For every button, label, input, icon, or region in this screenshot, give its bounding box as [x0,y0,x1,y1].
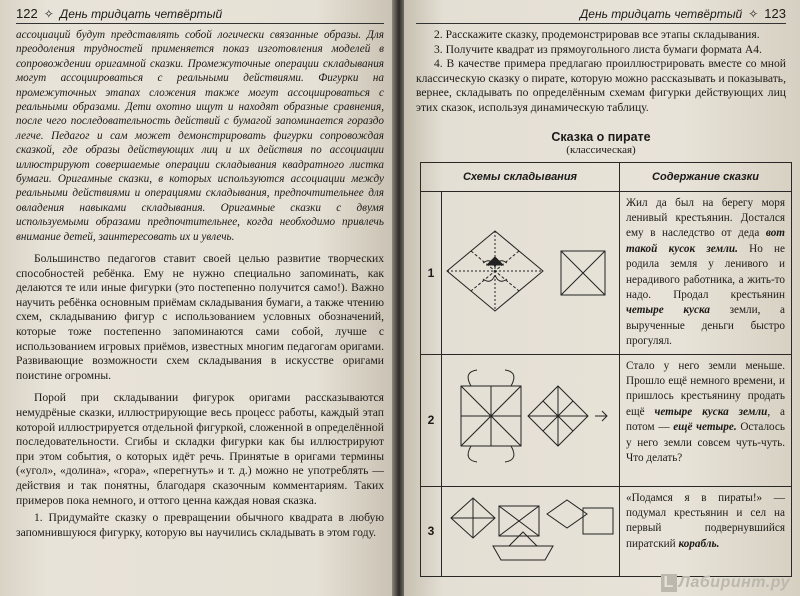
italic-paragraph: ассоциаций будут представлять собой логически связанные образы. Для преодоления трудностей применяется показ изготовления моделей в сопровождении оригамной сказки. Промежуточные операции складывания могут ассоциироваться с реальными действиями. Фигурки на промежуточных этапах сложения также могут ассоциироваться с реальными образами. Дети охотно ищут и находят образные сравнения, после чего последовательность действий с бумагой запоминается гораздо легче. Педагог и сам может демонстрировать фигурки сопровождая сказкой, где образы действующих лиц и их действия по ассоциации иллюстрируют совершаемые операции складывания квадратного листка бумаги. Оригамные сказки, в которых используются ассоциации между реальными действиями и операциями складывания, предпочтительнее для овладения навыками складывания. Оригамные сказки с двумя используемыми образами предпочтительнее, когда необходимо привлечь внимание детей, заинтересовать их и увлечь. [16,29,384,243]
story-2-part-4: Осталось у него земли совсем чуть-чуть. Что делать? [626,421,785,465]
right-page-header [416,6,786,24]
right-page-number: 123 [764,6,786,21]
paragraph-creative-abilities: Большинство педагогов ставит своей целью развитие творческих способностей ребёнка. Ему не нужно специально запоминать, как делаются те или иные фигурки (это постепенно получится само!). Важно научить ребёнка основным приёмам складывания бумаги, а также чтению схем, складыванию фигур с использованием условных обозначений, которые тоже постепенно запоминаются сами собой, лучше с использованием игровых приёмов, известных многим педагогам оригами. Развивающие возможности схем складывания в искусстве оригами поистине огромны. [16,252,384,382]
exercise-item-4: 4. В качестве примера предлагаю проиллюстрировать вместе со мной классическую сказку о пирате, которую можно рассказывать и показывать, вернее, складывать по определённым схемам фигурки действующих лиц этих сказок, используя динамическую таблицу. [416,57,786,114]
left-page-header [16,6,384,24]
story-cell-2 [620,354,792,486]
column-header-schemes: Схемы складывания [421,162,620,191]
story-cell-1 [620,191,792,354]
story-2-part-3: ещё четыре. [673,421,737,434]
tale-title: Сказка о пирате [551,129,651,144]
row-number: 3 [421,486,442,576]
story-1-part-1: вот такой кусок земли. [626,227,785,255]
diamond-ornament-icon: ✧ [43,6,54,21]
folding-scheme-2 [442,354,620,486]
story-2-part-2: , а потом — [626,405,786,434]
story-2-part-1: четыре куска земли [654,405,768,418]
folding-scheme-1 [442,191,620,354]
right-page [404,0,800,596]
paragraph-origami-tales: Порой при складывании фигурок оригами рассказываются немудрёные сказки, иллюстрирующие весь процесс работы, каждый этап которой иллюстрируется отдельной фигуркой, сложенной в определённой последовательности. Сгибы и складки фигурки как бы иллюстрируют при этом события, о которых идёт речь. Принятые в оригами термины («угол», «долина», «гора», «перегнуть» и т. д.) можно не употреблять — действия и так понятны, благодаря сказочным комментариям. Таких примеров пока немного, и оттого ценна каждая новая сказка. [16,391,384,507]
table-row [421,486,792,576]
story-1-part-2: Но не родила земля у ленивого и нерадивого работника, а жить-то надо. Продал крестьянин [626,242,785,301]
story-1-part-3: четыре куска [626,304,710,317]
diamond-ornament-icon: ✧ [748,6,759,21]
story-3-part-1: корабль. [678,537,720,550]
folding-diagram-step-3 [443,488,618,572]
watermark-text: Лабиринт.ру [678,574,790,591]
tale-subtitle: (классическая) [566,143,636,156]
table-row [421,191,792,354]
story-1-part-4: земли, а вырученные деньги быстро прогулял. [626,304,785,348]
pirate-tale-table [420,162,792,577]
watermark-badge: L [661,574,677,592]
story-2-part-0: Стало у него земли меньше. Прошло ещё немного времени, и пришлось крестьянину продать ещё [626,359,785,418]
story-3-part-0: «Подамся я в пираты!» — подумал крестьянин и сел на первый подвернувшийся пиратский [626,491,785,550]
column-header-story: Содержание сказки [620,162,792,191]
exercise-item-1: 1. Придумайте сказку о превращении обычного квадрата в любую запомнившуюся фигурку, которую вы научились складывать в этом году. [16,511,384,539]
table-row [421,354,792,486]
table-header-row [421,162,792,191]
story-cell-3 [620,486,792,576]
right-running-title: День тридцать четвёртый [579,6,743,21]
left-page-number: 122 [16,6,38,21]
folding-diagram-step-1 [443,193,618,349]
folding-scheme-3 [442,486,620,576]
left-page [0,0,394,596]
labirint-watermark [661,574,790,592]
story-1-part-0: Жил да был на берегу моря ленивый крестьянин. Досталcя ему в наследство от деда [626,196,785,240]
exercise-item-2: 2. Расскажите сказку, продемонстрировав все этапы складывания. [434,28,760,41]
row-number: 1 [421,191,442,354]
row-number: 2 [421,354,442,486]
left-running-title: День тридцать четвёртый [59,6,223,21]
folding-diagram-step-2 [443,356,618,482]
exercise-item-3: 3. Получите квадрат из прямоугольного листа бумаги формата А4. [434,42,762,56]
